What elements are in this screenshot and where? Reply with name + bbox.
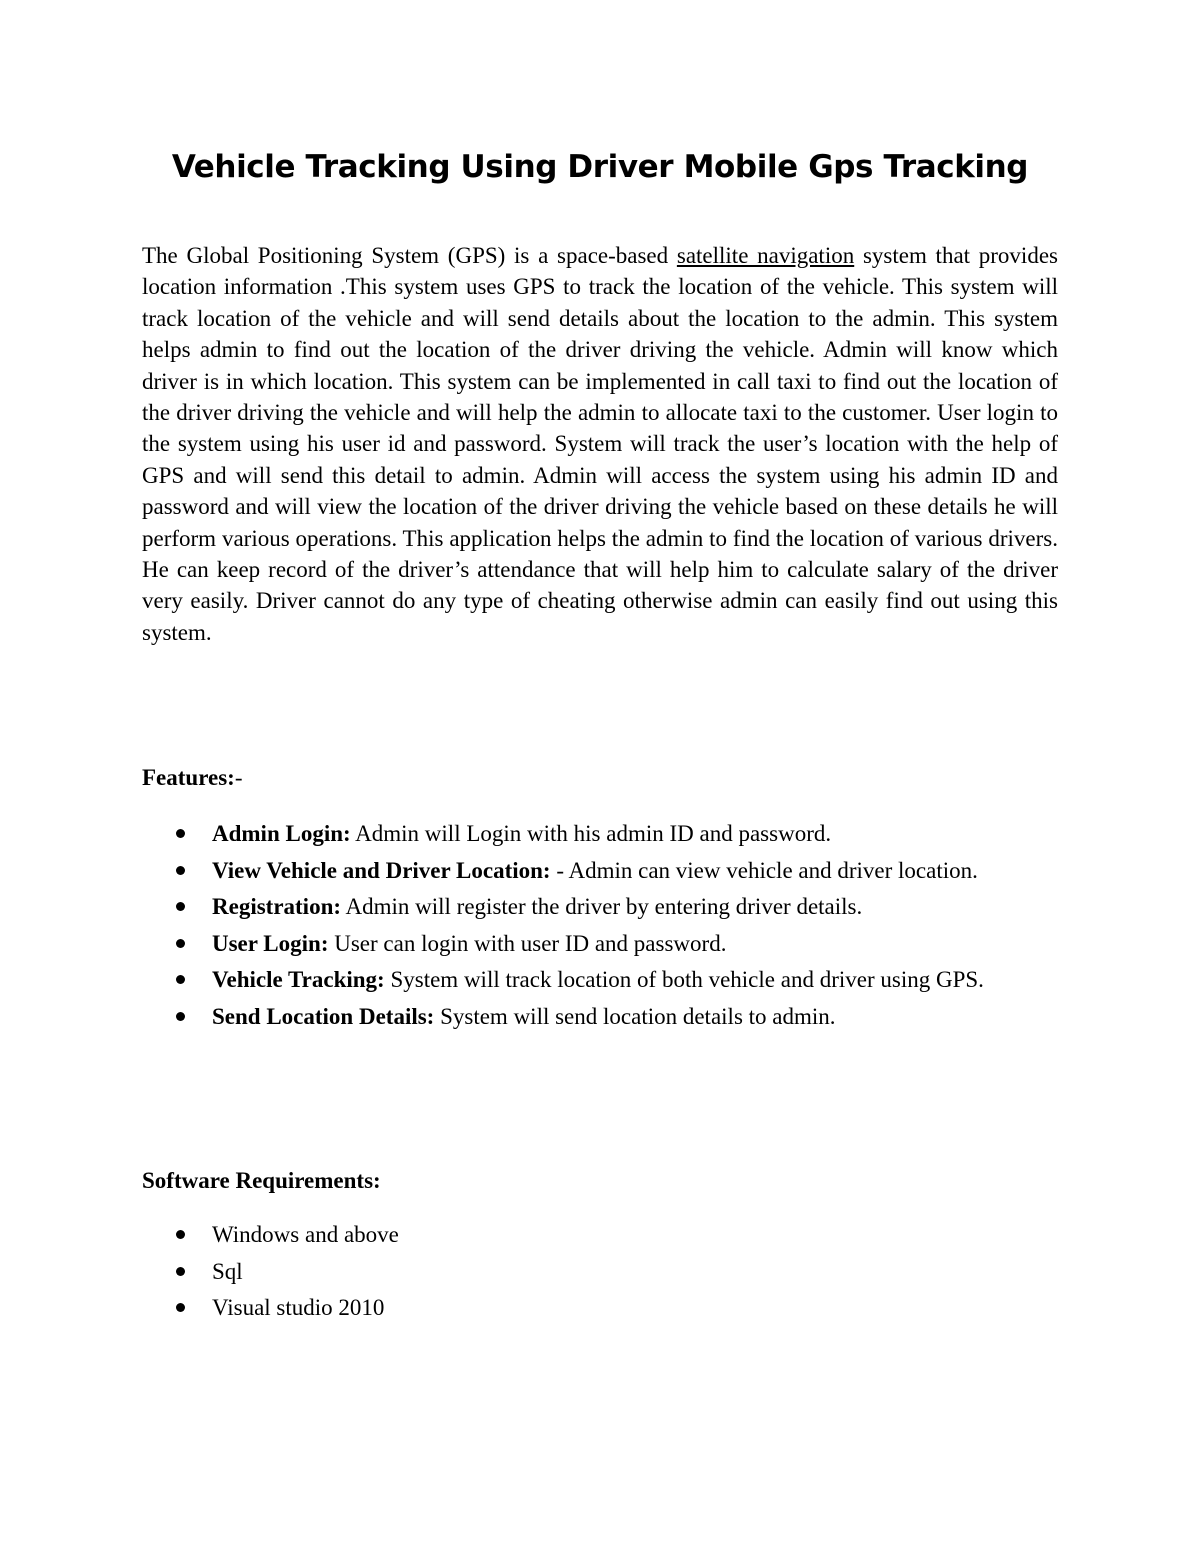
software-heading-label: Software Requirements: (142, 1168, 381, 1193)
feature-item-vehicle-tracking (142, 962, 1042, 999)
bullet-icon (176, 1230, 185, 1239)
feature-item-admin-login (142, 816, 1042, 853)
bullet-icon (176, 1267, 185, 1276)
feature-text: Admin will register the driver by entering driver details. (341, 894, 863, 919)
feature-item-registration (142, 889, 1042, 926)
feature-text: - Admin can view vehicle and driver location. (550, 857, 978, 883)
software-item-text: Sql (212, 1258, 243, 1284)
features-heading (142, 762, 243, 793)
software-item-text: Visual studio 2010 (212, 1295, 385, 1320)
bullet-icon (176, 975, 185, 984)
bullet-icon (176, 1012, 185, 1021)
bullet-icon (176, 866, 185, 875)
feature-text: User can login with user ID and password. (328, 930, 727, 956)
features-heading-suffix: - (234, 765, 243, 790)
feature-text: System will track location of both vehicle and driver using GPS. (384, 967, 984, 992)
feature-label: Vehicle Tracking: (212, 967, 385, 992)
feature-label: Registration: (212, 894, 342, 919)
software-item-text: Windows and above (212, 1222, 399, 1247)
software-item-sql (142, 1254, 1042, 1291)
intro-text-start: The Global Positioning System (GPS) is a space-based (142, 243, 677, 268)
features-list (142, 816, 1042, 1035)
feature-item-user-login (142, 926, 1042, 963)
software-requirements-list (142, 1217, 1042, 1327)
feature-item-view-location (142, 853, 1042, 890)
bullet-icon (176, 902, 185, 911)
bullet-icon (176, 939, 185, 948)
document-title: Vehicle Tracking Using Driver Mobile Gps Tracking (171, 149, 1029, 185)
feature-label: Admin Login: (212, 821, 351, 846)
bullet-icon (176, 829, 185, 838)
software-item-windows (142, 1217, 1042, 1254)
feature-label: User Login: (212, 930, 329, 956)
intro-text-rest: system that provides location information .This system uses GPS to track the location of the vehicle. This system will track location of the vehicle and will send details about the location to the admin. This system helps admin to find out the location of the driver driving the vehicle. Admin will know which driver is in which location. This system can be implemented in call taxi to find out the location of the driver driving the vehicle and will help the admin to allocate taxi to the customer. User login to the system using his user id and password. System will track the user’s location with the help of GPS and will send this detail to admin. Admin will access the system using his admin ID and password and will view the location of the driver driving the vehicle based on these details he will perform various operations. This application helps the admin to find the location of various drivers. He can keep record of the driver’s attendance that will help him to calculate salary of the driver very easily. Driver cannot do any type of cheating otherwise admin can easily find out using this system. (142, 243, 1058, 645)
intro-paragraph (142, 240, 1058, 648)
feature-text: System will send location details to admin. (434, 1003, 836, 1029)
feature-item-send-location (142, 999, 1042, 1036)
software-requirements-heading (142, 1165, 381, 1196)
software-item-visual-studio (142, 1290, 1042, 1327)
feature-label: View Vehicle and Driver Location: (212, 857, 551, 883)
feature-label: Send Location Details: (212, 1003, 435, 1029)
features-heading-label: Features: (142, 765, 235, 790)
bullet-icon (176, 1303, 185, 1312)
feature-text: Admin will Login with his admin ID and password. (350, 821, 832, 846)
satellite-navigation-link[interactable]: satellite navigation (676, 243, 855, 268)
